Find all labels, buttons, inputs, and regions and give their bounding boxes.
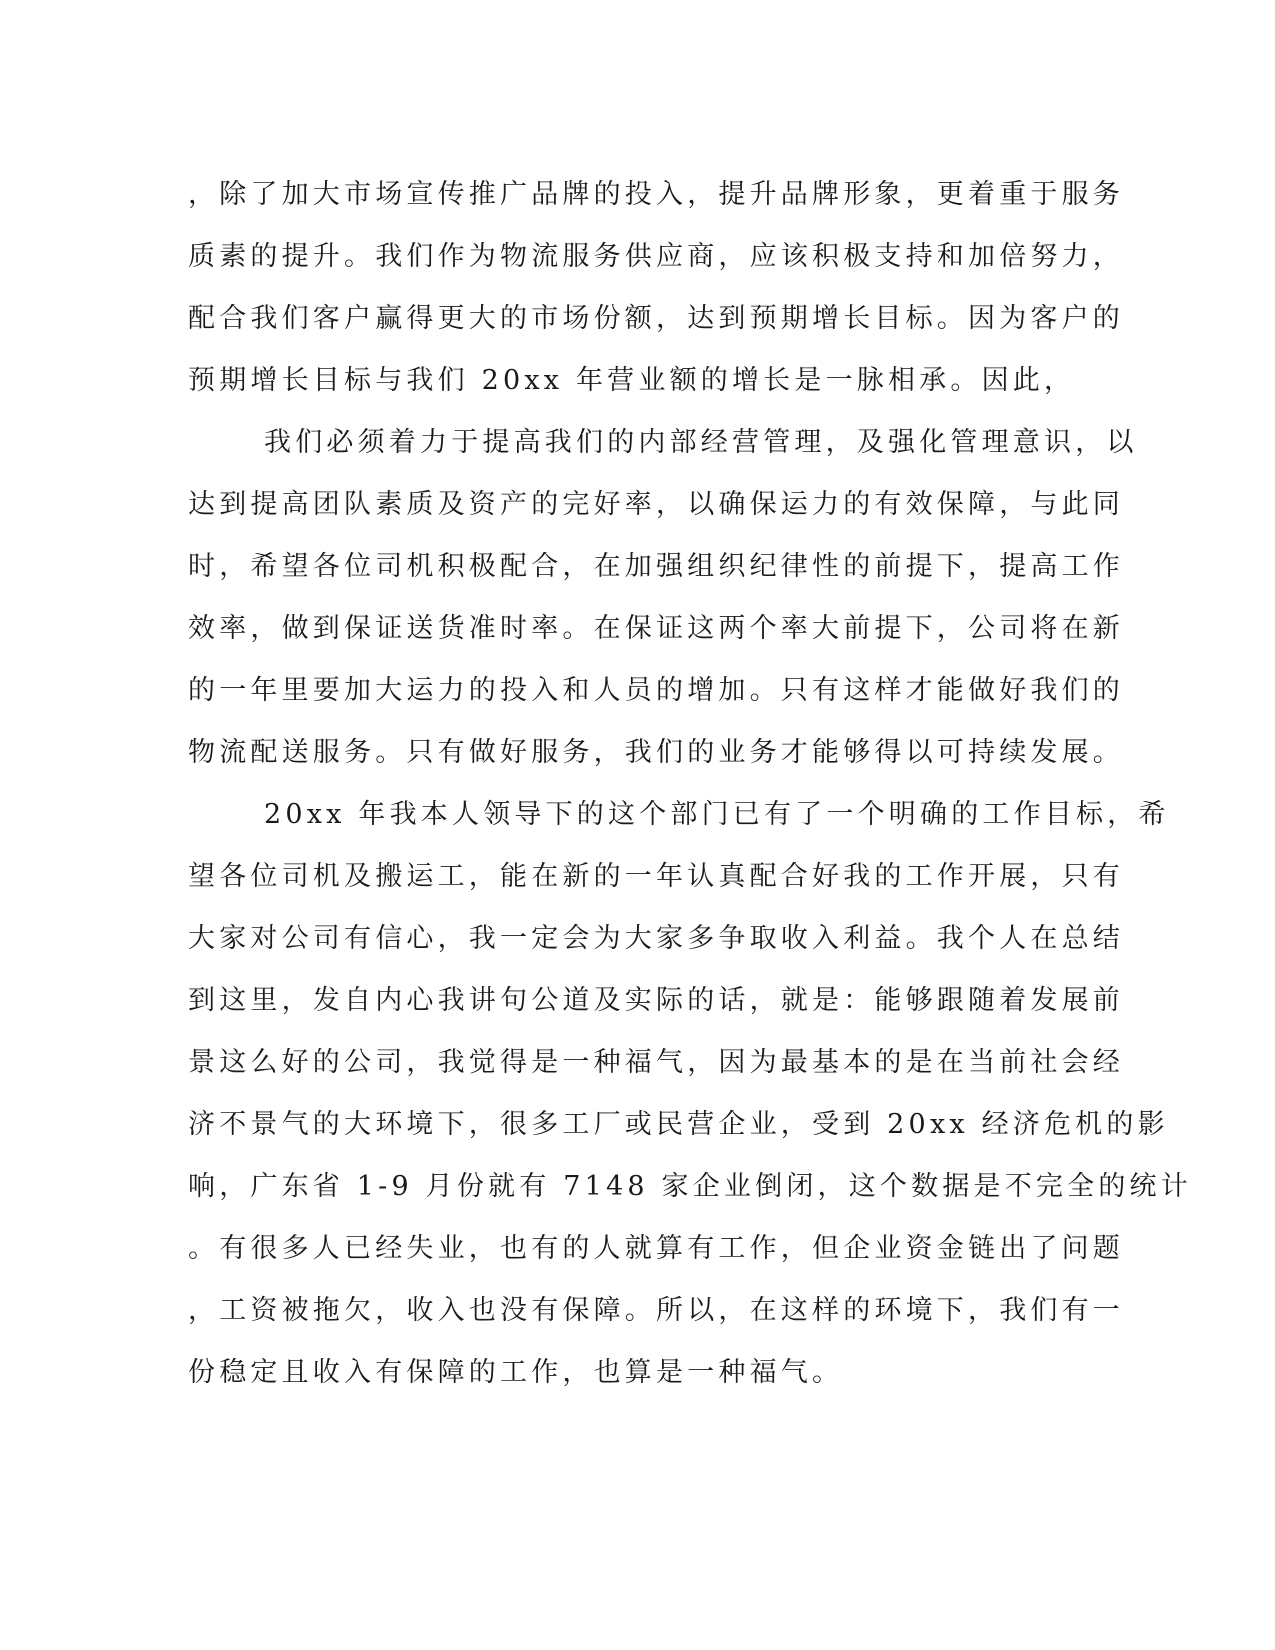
text-line: 到这里，发自内心我讲句公道及实际的话，就是：能够跟随着发展前 (188, 985, 1124, 1016)
text-line: 预期增长目标与我们 20xx 年营业额的增长是一脉相承。因此， (188, 365, 1076, 396)
text-line: 响，广东省 1-9 月份就有 7148 家企业倒闭，这个数据是不完全的统计 (188, 1171, 1192, 1202)
text-line: 达到提高团队素质及资产的完好率，以确保运力的有效保障，与此同 (188, 489, 1124, 520)
text-line: 望各位司机及搬运工，能在新的一年认真配合好我的工作开展，只有 (188, 861, 1124, 892)
text-line: ，工资被拖欠，收入也没有保障。所以，在这样的环境下，我们有一 (188, 1295, 1124, 1326)
text-line: 的一年里要加大运力的投入和人员的增加。只有这样才能做好我们的 (188, 675, 1124, 706)
text-line: 配合我们客户赢得更大的市场份额，达到预期增长目标。因为客户的 (188, 303, 1124, 334)
text-line: 济不景气的大环境下，很多工厂或民营企业，受到 20xx 经济危机的影 (188, 1109, 1169, 1140)
text-line: 。有很多人已经失业，也有的人就算有工作，但企业资金链出了问题 (188, 1233, 1124, 1264)
text-line: 我们必须着力于提高我们的内部经营管理，及强化管理意识，以 (264, 427, 1138, 458)
text-line: 物流配送服务。只有做好服务，我们的业务才能够得以可持续发展。 (188, 737, 1124, 768)
document-body (188, 164, 1192, 1404)
text-line: 份稳定且收入有保障的工作，也算是一种福气。 (188, 1357, 844, 1388)
text-line: 效率，做到保证送货准时率。在保证这两个率大前提下，公司将在新 (188, 613, 1124, 644)
paragraph-2 (188, 412, 1138, 784)
text-line: 时，希望各位司机积极配合，在加强组织纪律性的前提下，提高工作 (188, 551, 1124, 582)
text-line: 景这么好的公司，我觉得是一种福气，因为最基本的是在当前社会经 (188, 1047, 1124, 1078)
paragraph-3 (188, 784, 1192, 1404)
text-line: 大家对公司有信心，我一定会为大家多争取收入利益。我个人在总结 (188, 923, 1124, 954)
paragraph-1 (188, 164, 1124, 412)
text-line: 质素的提升。我们作为物流服务供应商，应该积极支持和加倍努力， (188, 241, 1124, 272)
text-line: ，除了加大市场宣传推广品牌的投入，提升品牌形象，更着重于服务 (188, 179, 1124, 210)
text-line: 20xx 年我本人领导下的这个部门已有了一个明确的工作目标，希 (264, 799, 1170, 830)
